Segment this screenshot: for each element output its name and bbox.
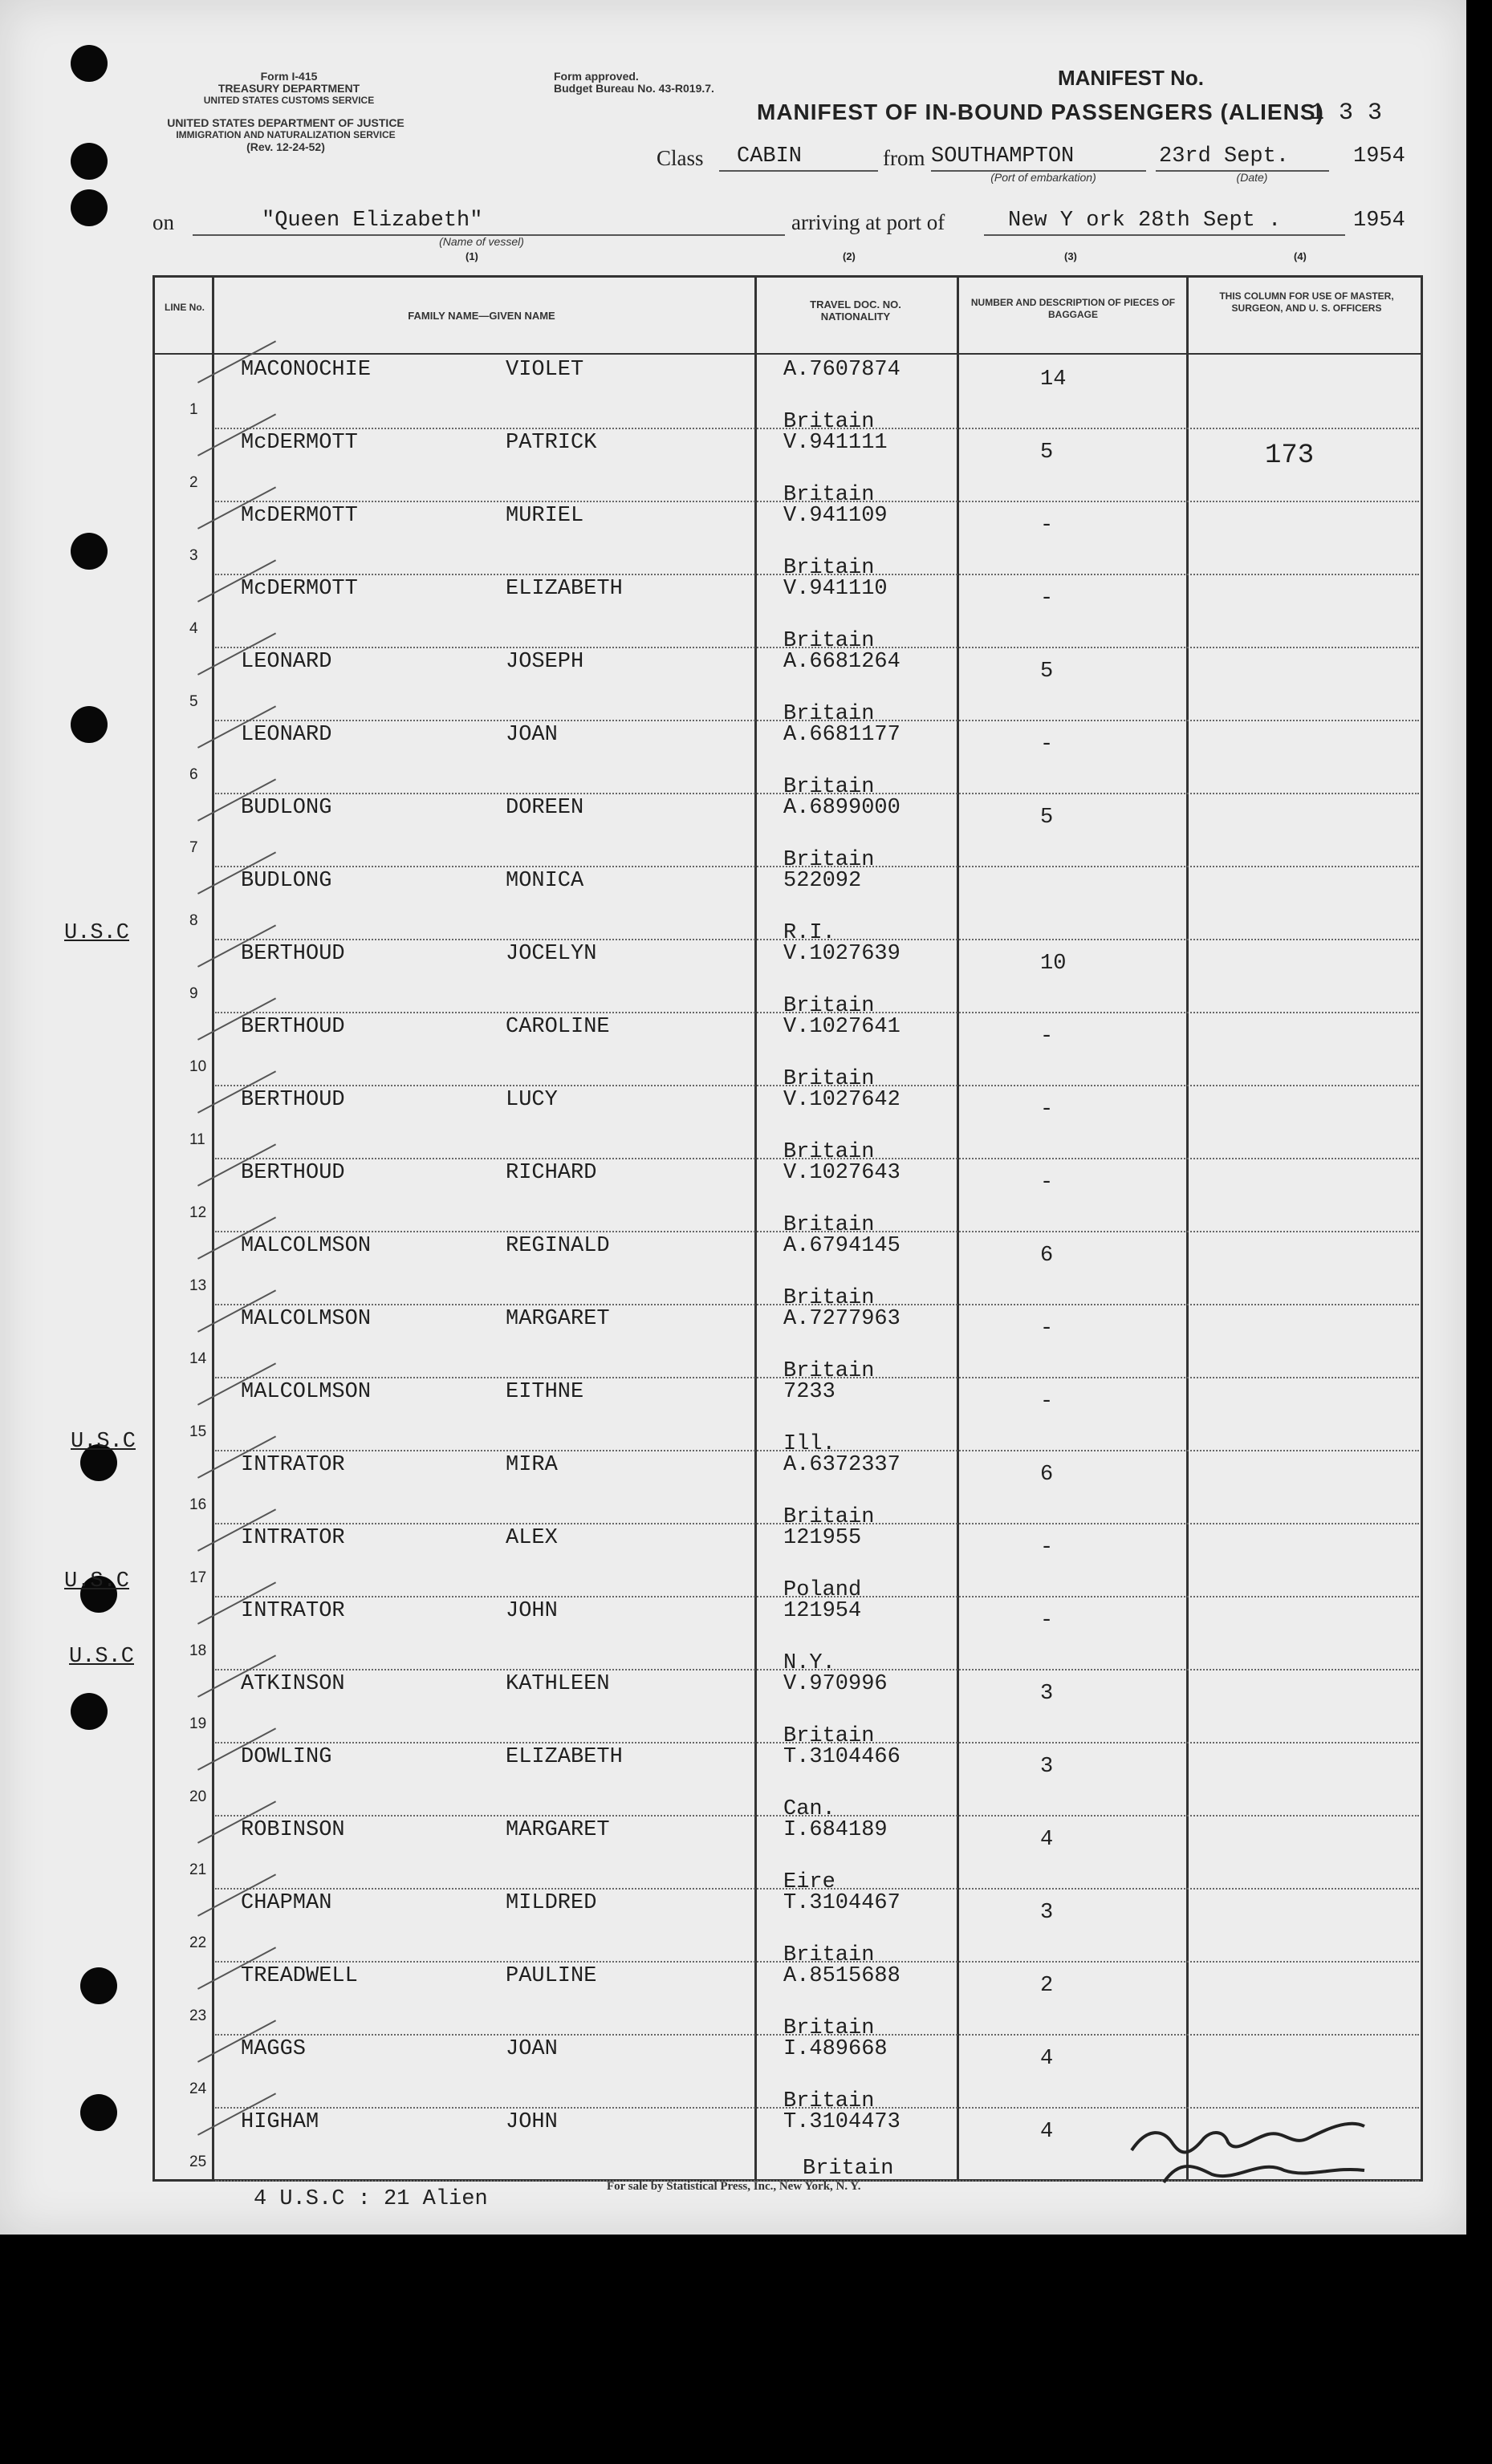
nationality: Britain <box>783 1505 875 1529</box>
header-bottom-line <box>152 353 1423 355</box>
given-name: JOSEPH <box>506 650 584 674</box>
line-number: 24 <box>189 2080 207 2097</box>
nationality: Britain <box>783 2089 875 2113</box>
baggage-count: - <box>1040 1171 1054 1195</box>
line-number: 15 <box>189 1423 207 1440</box>
nationality: Can. <box>783 1797 835 1821</box>
form-approved: Form approved. <box>554 70 639 83</box>
table-row <box>0 356 1492 429</box>
alien-tally: 4 U.S.C : 21 Alien <box>254 2187 488 2211</box>
given-name: JOHN <box>506 2110 558 2134</box>
family-name: BERTHOUD <box>241 1161 345 1185</box>
travel-doc-number: I.684189 <box>783 1818 888 1842</box>
arrival-underline <box>984 234 1345 236</box>
travel-doc-number: A.7277963 <box>783 1307 900 1331</box>
baggage-count: 5 <box>1040 440 1054 465</box>
line-number: 21 <box>189 1861 207 1878</box>
travel-doc-number: A.8515688 <box>783 1964 900 1988</box>
nationality: Britain <box>783 1359 875 1383</box>
nationality: Britain <box>783 2016 875 2040</box>
family-name: LEONARD <box>241 650 332 674</box>
table-row <box>0 1140 1492 1232</box>
travel-doc-number: V.970996 <box>783 1672 888 1696</box>
nationality: Poland <box>783 1578 862 1602</box>
travel-doc-number: A.6899000 <box>783 796 900 820</box>
baggage-count: - <box>1040 587 1054 611</box>
baggage-count: 5 <box>1040 806 1054 830</box>
baggage-count: - <box>1040 1317 1054 1341</box>
travel-doc-number: A.6372337 <box>783 1453 900 1477</box>
given-name: CAROLINE <box>506 1015 610 1039</box>
col-num-4: (4) <box>1294 250 1307 262</box>
baggage-count: 14 <box>1040 367 1067 392</box>
travel-doc-number: T.3104473 <box>783 2110 900 2134</box>
last-row-nationality: Britain <box>803 2157 894 2181</box>
given-name: REGINALD <box>506 1234 610 1258</box>
family-name: INTRATOR <box>241 1453 345 1477</box>
year-value: 1954 <box>1353 144 1405 168</box>
travel-doc-number: 7233 <box>783 1380 835 1404</box>
line-number: 8 <box>189 912 198 929</box>
nationality: Britain <box>783 629 875 653</box>
arrival-value: New Y ork 28th Sept . <box>1008 209 1282 233</box>
family-name: ROBINSON <box>241 1818 345 1842</box>
nationality: Britain <box>783 1286 875 1310</box>
nationality: Britain <box>783 1213 875 1237</box>
officer-note: 173 <box>1265 440 1315 471</box>
nationality: Britain <box>783 1724 875 1748</box>
col-num-1: (1) <box>465 250 478 262</box>
table-row <box>0 848 1492 940</box>
date-caption: (Date) <box>1236 171 1268 184</box>
travel-doc-number: T.3104466 <box>783 1745 900 1769</box>
table-row <box>0 1943 1492 2036</box>
class-value: CABIN <box>737 144 803 168</box>
line-number: 4 <box>189 620 198 637</box>
travel-doc-number: V.941110 <box>783 577 888 601</box>
line-number: 5 <box>189 693 198 710</box>
baggage-count: 3 <box>1040 1755 1054 1779</box>
class-underline <box>719 170 878 172</box>
line-number: 25 <box>189 2153 207 2170</box>
form-number: Form I-415 <box>260 70 318 83</box>
line-number: 19 <box>189 1715 207 1732</box>
class-label: Class <box>657 146 704 170</box>
table-row <box>0 410 1492 502</box>
table-row <box>0 1359 1492 1451</box>
family-name: LEONARD <box>241 723 332 747</box>
table-row <box>0 775 1492 867</box>
line-number: 17 <box>189 1569 207 1586</box>
given-name: VIOLET <box>506 358 584 382</box>
given-name: LUCY <box>506 1088 558 1112</box>
baggage-count: - <box>1040 1609 1054 1633</box>
given-name: JOAN <box>506 723 558 747</box>
line-number: 2 <box>189 474 198 491</box>
baggage-count: 4 <box>1040 1828 1054 1852</box>
family-name: MACONOCHIE <box>241 358 372 382</box>
col-num-3: (3) <box>1064 250 1077 262</box>
table-row <box>0 483 1492 575</box>
given-name: MARGARET <box>506 1818 610 1842</box>
table-row <box>0 629 1492 721</box>
header-officers: THIS COLUMN FOR USE OF MASTER, SURGEON, AND U. S. OFFICERS <box>1219 290 1394 314</box>
family-name: McDERMOTT <box>241 577 358 601</box>
given-name: MURIEL <box>506 504 584 528</box>
embark-caption: (Port of embarkation) <box>990 171 1096 184</box>
table-row <box>0 1505 1492 1597</box>
line-number: 11 <box>189 1131 205 1148</box>
travel-doc-number: V.1027642 <box>783 1088 900 1112</box>
justice-block <box>149 117 422 153</box>
baggage-count: 4 <box>1040 2047 1054 2071</box>
nationality: Ill. <box>783 1432 835 1456</box>
margin-usc-mark: U.S.C <box>64 921 130 945</box>
table-row <box>0 1067 1492 1159</box>
baggage-count: 4 <box>1040 2120 1054 2144</box>
given-name: MIRA <box>506 1453 558 1477</box>
family-name: McDERMOTT <box>241 431 358 455</box>
budget-bureau: Budget Bureau No. 43-R019.7. <box>554 82 714 95</box>
from-value: SOUTHAMPTON <box>931 144 1075 168</box>
date-value: 23rd Sept. <box>1159 144 1290 168</box>
travel-doc-number: I.489668 <box>783 2037 888 2061</box>
baggage-count: - <box>1040 733 1054 757</box>
nationality: Britain <box>783 775 875 799</box>
given-name: ALEX <box>506 1526 558 1550</box>
vessel-caption: (Name of vessel) <box>439 235 524 248</box>
line-number: 9 <box>189 985 198 1002</box>
family-name: BERTHOUD <box>241 1015 345 1039</box>
justice-dept: UNITED STATES DEPARTMENT OF JUSTICE <box>167 116 405 129</box>
travel-doc-number: V.941109 <box>783 504 888 528</box>
nationality: R.I. <box>783 921 835 945</box>
margin-usc-mark: U.S.C <box>71 1430 136 1454</box>
line-number: 23 <box>189 2007 207 2024</box>
table-row <box>0 1286 1492 1378</box>
given-name: EITHNE <box>506 1380 584 1404</box>
vessel-name: "Queen Elizabeth" <box>262 209 483 233</box>
baggage-count: 6 <box>1040 1463 1054 1487</box>
officer-signature <box>1116 2094 1388 2198</box>
travel-doc-number: T.3104467 <box>783 1891 900 1915</box>
travel-doc-number: 522092 <box>783 869 862 893</box>
nationality: Britain <box>783 410 875 434</box>
line-number: 12 <box>189 1204 207 1221</box>
family-name: McDERMOTT <box>241 504 358 528</box>
given-name: MONICA <box>506 869 584 893</box>
approval-block <box>554 71 746 95</box>
given-name: ELIZABETH <box>506 577 623 601</box>
family-name: BUDLONG <box>241 796 332 820</box>
given-name: ELIZABETH <box>506 1745 623 1769</box>
nationality: Britain <box>783 483 875 507</box>
punch-hole <box>71 45 108 82</box>
page-title: MANIFEST OF IN-BOUND PASSENGERS (ALIENS) <box>757 99 1324 124</box>
line-number: 3 <box>189 547 198 564</box>
manifest-no-value: 1 3 3 <box>1310 99 1383 127</box>
travel-doc-number: V.1027639 <box>783 942 900 966</box>
family-name: HIGHAM <box>241 2110 319 2134</box>
header-baggage: NUMBER AND DESCRIPTION OF PIECES OF BAGGAGE <box>970 297 1176 320</box>
given-name: RICHARD <box>506 1161 597 1185</box>
baggage-count: - <box>1040 514 1054 538</box>
form-department: TREASURY DEPARTMENT <box>217 82 360 95</box>
form-identification <box>201 71 377 107</box>
baggage-count: - <box>1040 1098 1054 1122</box>
punch-hole <box>71 143 108 180</box>
family-name: MALCOLMSON <box>241 1307 372 1331</box>
on-label: on <box>152 210 174 234</box>
given-name: MARGARET <box>506 1307 610 1331</box>
travel-doc-number: A.7607874 <box>783 358 900 382</box>
travel-doc-number: A.6681264 <box>783 650 900 674</box>
family-name: BERTHOUD <box>241 1088 345 1112</box>
arriving-label: arriving at port of <box>791 210 945 234</box>
baggage-count: 5 <box>1040 660 1054 684</box>
baggage-count: - <box>1040 1025 1054 1049</box>
table-row <box>0 1724 1492 1817</box>
table-row <box>0 556 1492 648</box>
travel-doc-number: A.6681177 <box>783 723 900 747</box>
margin-usc-mark: U.S.C <box>64 1569 130 1593</box>
table-row <box>0 1797 1492 1890</box>
publisher-note: For sale by Statistical Press, Inc., New York, N. Y. <box>607 2180 861 2193</box>
family-name: INTRATOR <box>241 1526 345 1550</box>
nationality: Eire <box>783 1870 835 1894</box>
travel-doc-number: 121955 <box>783 1526 862 1550</box>
baggage-count: 3 <box>1040 1901 1054 1925</box>
line-number: 10 <box>189 1058 207 1075</box>
family-name: DOWLING <box>241 1745 332 1769</box>
nationality: Britain <box>783 1067 875 1091</box>
baggage-count: 2 <box>1040 1974 1054 1998</box>
given-name: JOHN <box>506 1599 558 1623</box>
family-name: CHAPMAN <box>241 1891 332 1915</box>
travel-doc-number: V.1027641 <box>783 1015 900 1039</box>
travel-doc-number: 121954 <box>783 1599 862 1623</box>
baggage-count: - <box>1040 1536 1054 1560</box>
travel-doc-number: V.1027643 <box>783 1161 900 1185</box>
punch-hole <box>71 189 108 226</box>
nationality: Britain <box>783 1140 875 1164</box>
given-name: PATRICK <box>506 431 597 455</box>
table-row <box>0 994 1492 1086</box>
nationality: N.Y. <box>783 1651 835 1675</box>
line-number: 7 <box>189 839 198 856</box>
line-number: 1 <box>189 401 198 418</box>
col-num-2: (2) <box>843 250 856 262</box>
table-row <box>0 1870 1492 1963</box>
ins-service: IMMIGRATION AND NATURALIZATION SERVICE <box>176 129 396 140</box>
family-name: BUDLONG <box>241 869 332 893</box>
arrival-year: 1954 <box>1353 209 1405 233</box>
family-name: TREADWELL <box>241 1964 358 1988</box>
family-name: BERTHOUD <box>241 942 345 966</box>
nationality: Britain <box>783 848 875 872</box>
baggage-count: 3 <box>1040 1682 1054 1706</box>
from-label: from <box>883 146 925 170</box>
table-row <box>0 702 1492 794</box>
family-name: MAGGS <box>241 2037 307 2061</box>
line-number: 20 <box>189 1788 207 1805</box>
revision: (Rev. 12-24-52) <box>246 140 325 153</box>
baggage-count: 6 <box>1040 1244 1054 1268</box>
header-travel-doc: TRAVEL DOC. NO. NATIONALITY <box>810 298 901 323</box>
given-name: MILDRED <box>506 1891 597 1915</box>
family-name: MALCOLMSON <box>241 1234 372 1258</box>
family-name: INTRATOR <box>241 1599 345 1623</box>
form-service: UNITED STATES CUSTOMS SERVICE <box>203 95 375 106</box>
header-line-no: LINE No. <box>165 302 205 313</box>
line-number: 14 <box>189 1350 207 1367</box>
travel-doc-number: V.941111 <box>783 431 888 455</box>
line-number: 13 <box>189 1277 207 1294</box>
family-name: MALCOLMSON <box>241 1380 372 1404</box>
line-number: 18 <box>189 1642 207 1659</box>
nationality: Britain <box>783 994 875 1018</box>
manifest-no-label: MANIFEST No. <box>1058 66 1204 90</box>
given-name: DOREEN <box>506 796 584 820</box>
header-name: FAMILY NAME—GIVEN NAME <box>408 310 555 322</box>
family-name: ATKINSON <box>241 1672 345 1696</box>
line-number: 16 <box>189 1496 207 1513</box>
table-row <box>0 1213 1492 1305</box>
given-name: JOCELYN <box>506 942 597 966</box>
given-name: JOAN <box>506 2037 558 2061</box>
line-number: 6 <box>189 766 198 783</box>
nationality: Britain <box>783 556 875 580</box>
baggage-count: - <box>1040 1390 1054 1414</box>
baggage-count: 10 <box>1040 952 1067 976</box>
nationality: Britain <box>783 702 875 726</box>
margin-usc-mark: U.S.C <box>69 1645 135 1669</box>
nationality: Britain <box>783 1943 875 1967</box>
line-number: 22 <box>189 1934 207 1951</box>
given-name: KATHLEEN <box>506 1672 610 1696</box>
given-name: PAULINE <box>506 1964 597 1988</box>
travel-doc-number: A.6794145 <box>783 1234 900 1258</box>
